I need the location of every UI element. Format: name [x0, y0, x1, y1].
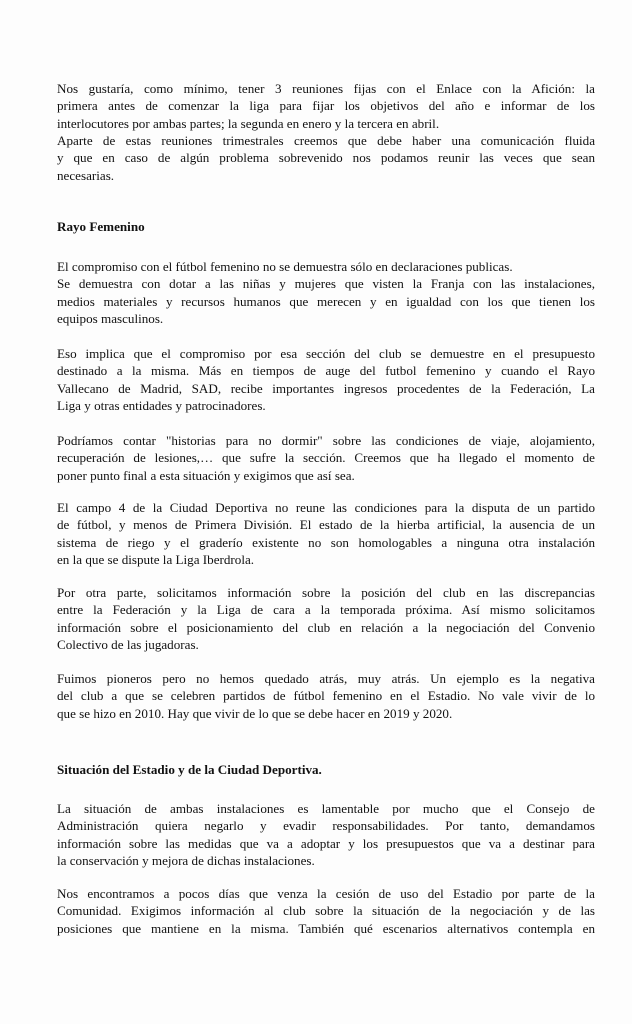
text-line: El compromiso con el fútbol femenino no se demuestra sólo en declaraciones publicas. [57, 259, 513, 274]
text-line: que se hizo en 2010. Hay que vivir de lo que se debe hacer en 2019 y 2020. [57, 705, 453, 721]
rayo-femenino-paragraph-3 [57, 432, 595, 484]
estadio-paragraph-2 [57, 885, 595, 937]
text-line: Por otra parte, solicitamos información sobre la posición del club en las discrepancias [57, 585, 595, 600]
text-line: Comunidad. Exigimos información al club sobre la situación de la negociación y de las [57, 903, 595, 919]
text-line: Podríamos contar "historias para no dormir" sobre las condiciones de viaje, alojamiento, [57, 433, 595, 448]
intro-paragraph-1 [57, 80, 595, 132]
text-line: interlocutores por ambas partes; la segunda en enero y la tercera en abril. [57, 115, 440, 131]
text-line: destinado a la misma. Más en tiempos de auge del futbol femenino y cuando el Rayo [57, 363, 595, 379]
text-line: del club a que se celebren partidos de fútbol femenino en el Estadio. No vale vivir de lo [57, 688, 595, 704]
text-line: la conservación y mejora de dichas instalaciones. [57, 853, 315, 869]
rayo-femenino-paragraph-5 [57, 584, 595, 654]
text-line: equipos masculinos. [57, 311, 164, 327]
text-line: sistema de riego y el graderío existente no son homologables a ninguna otra instalación [57, 534, 595, 550]
text-line: Liga y otras entidades y patrocinadores. [57, 398, 266, 414]
text-line: necesarias. [57, 167, 115, 183]
text-line: de fútbol, y menos de Primera División. El estado de la hierba artificial, la ausencia de un [57, 517, 595, 533]
text-line: Aparte de estas reuniones trimestrales creemos que debe haber una comunicación fluida [57, 133, 595, 148]
text-line: Administración quiera negarlo y evadir responsabilidades. Por tanto, demandamos [57, 818, 595, 834]
text-line: El campo 4 de la Ciudad Deportiva no reune las condiciones para la disputa de un partido [57, 500, 595, 515]
rayo-femenino-paragraph-4 [57, 499, 595, 569]
text-line: poner punto final a esta situación y exigimos que así sea. [57, 467, 355, 483]
text-line: Vallecano de Madrid, SAD, recibe importantes ingresos procedentes de la Federación, La [57, 380, 595, 396]
rayo-femenino-paragraph-1 [57, 258, 595, 328]
text-line: entre la Federación y la Liga de cara a la temporada próxima. Así mismo solicitamos [57, 602, 595, 618]
estadio-paragraph-1 [57, 800, 595, 870]
section-heading-rayo-femenino: Rayo Femenino [57, 219, 145, 234]
text-line: recuperación de lesiones,… que sufre la sección. Creemos que ha llegado el momento de [57, 450, 595, 466]
text-line: medios materiales y recursos humanos que merecen y en igualdad con los que tienen los [57, 293, 595, 309]
text-line: información sobre el posicionamiento del club en relación a la negociación del Convenio [57, 619, 595, 635]
text-line: Se demuestra con dotar a las niñas y mujeres que visten la Franja con las instalaciones, [57, 276, 595, 292]
text-line: y que en caso de algún problema sobrevenido nos podamos reunir las veces que sean [57, 150, 595, 166]
section-heading-estadio: Situación del Estadio y de la Ciudad Deportiva. [57, 762, 322, 777]
text-line: primera antes de comenzar la liga para fijar los objetivos del año e informar de los [57, 98, 595, 114]
intro-paragraph-2 [57, 132, 595, 184]
text-line: en la que se dispute la Liga Iberdrola. [57, 552, 255, 568]
text-line: Nos encontramos a pocos días que venza la cesión de uso del Estadio por parte de la [57, 886, 595, 901]
rayo-femenino-paragraph-6 [57, 670, 595, 722]
text-line: información sobre las medidas que va a adoptar y los presupuestos que va a destinar para [57, 835, 595, 851]
text-line: Colectivo de las jugadoras. [57, 637, 199, 653]
text-line: Eso implica que el compromiso por esa sección del club se demuestre en el presupuesto [57, 346, 595, 361]
text-line: La situación de ambas instalaciones es lamentable por mucho que el Consejo de [57, 801, 595, 816]
text-line: Nos gustaría, como mínimo, tener 3 reuniones fijas con el Enlace con la Afición: la [57, 81, 595, 96]
text-line: posiciones que mantiene en la misma. También qué escenarios alternativos contempla en [57, 920, 595, 936]
text-line: Fuimos pioneros pero no hemos quedado atrás, muy atrás. Un ejemplo es la negativa [57, 671, 595, 686]
rayo-femenino-paragraph-2 [57, 345, 595, 415]
